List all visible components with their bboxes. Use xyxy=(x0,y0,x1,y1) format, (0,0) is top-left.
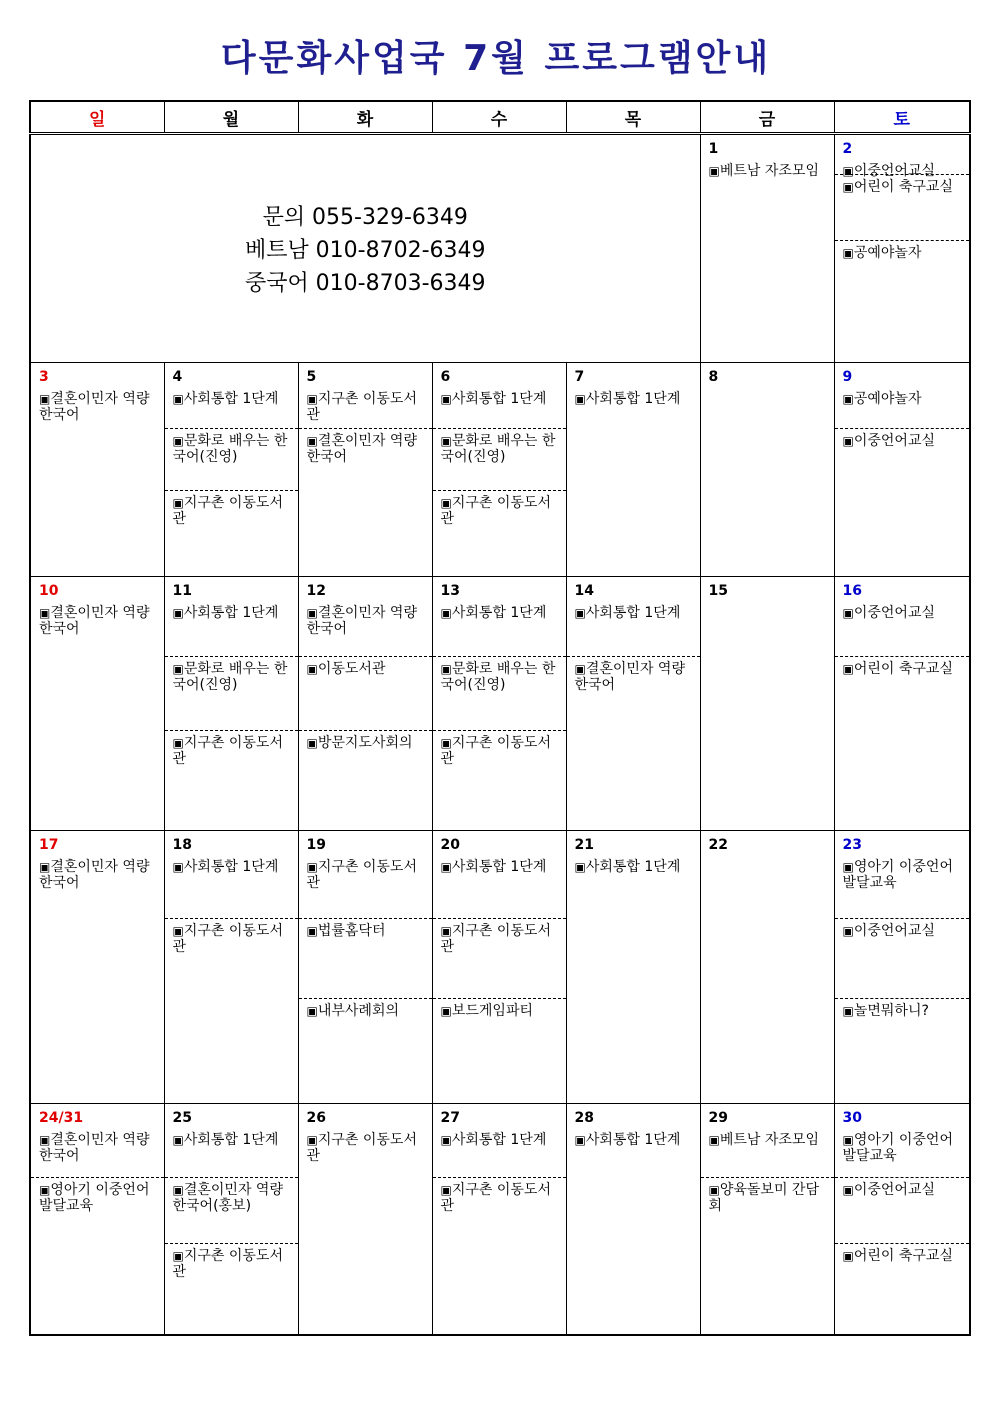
week-row xyxy=(30,1104,970,1335)
event-label: 지구촌 이동도서관 xyxy=(172,1248,283,1280)
bullet-icon: ▣ xyxy=(440,736,452,750)
bullet-icon: ▣ xyxy=(842,392,854,406)
event-label: 사회통합 1단계 xyxy=(183,605,279,621)
event-item xyxy=(433,1128,566,1178)
day-number: 11 xyxy=(172,583,192,599)
event-item xyxy=(835,387,970,429)
day-number: 15 xyxy=(708,583,728,599)
day-cell xyxy=(834,577,970,831)
event-item xyxy=(835,601,970,657)
bullet-icon: ▣ xyxy=(306,606,318,620)
bullet-icon: ▣ xyxy=(306,392,318,406)
day-number: 19 xyxy=(306,837,326,853)
event-item xyxy=(299,429,432,469)
contact-line: 베트남 010-8702-6349 xyxy=(244,238,486,263)
day-number: 7 xyxy=(574,369,585,385)
event-item xyxy=(835,1244,970,1268)
bullet-icon: ▣ xyxy=(172,1183,184,1197)
page-title: 다문화사업국 7월 프로그램안내 xyxy=(220,38,772,79)
event-item xyxy=(567,601,700,657)
bullet-icon: ▣ xyxy=(306,1004,318,1018)
event-item xyxy=(165,731,298,771)
event-label: 지구촌 이동도서관 xyxy=(306,1132,417,1164)
event-item xyxy=(165,919,298,959)
bullet-icon: ▣ xyxy=(842,434,854,448)
day-cell xyxy=(432,1104,566,1335)
day-number: 17 xyxy=(39,837,59,853)
event-label: 지구촌 이동도서관 xyxy=(440,923,551,955)
bullet-icon: ▣ xyxy=(440,860,452,874)
day-cell xyxy=(432,831,566,1104)
event-label: 법률홈닥터 xyxy=(317,923,386,939)
bullet-icon: ▣ xyxy=(440,662,452,676)
bullet-icon: ▣ xyxy=(440,434,452,448)
day-cell xyxy=(30,363,164,577)
event-label: 영아기 이중언어발달교육 xyxy=(842,859,953,891)
day-cell xyxy=(566,1104,700,1335)
event-item xyxy=(835,657,970,681)
day-cell xyxy=(164,363,298,577)
bullet-icon: ▣ xyxy=(440,1183,452,1197)
event-item xyxy=(433,491,566,531)
day-cell xyxy=(30,577,164,831)
day-number: 9 xyxy=(842,369,853,385)
event-item xyxy=(433,429,566,491)
event-item xyxy=(433,387,566,429)
bullet-icon: ▣ xyxy=(172,1133,184,1147)
day-cell xyxy=(566,363,700,577)
bullet-icon: ▣ xyxy=(440,606,452,620)
bullet-icon: ▣ xyxy=(172,496,184,510)
event-label: 결혼이민자 역량한국어 xyxy=(39,859,150,891)
day-cell xyxy=(298,831,432,1104)
event-label: 베트남 자조모임 xyxy=(719,163,819,179)
event-item xyxy=(299,731,432,755)
event-label: 영아기 이중언어발달교육 xyxy=(842,1132,953,1164)
day-number: 29 xyxy=(708,1110,728,1126)
weekday-wed: 수 xyxy=(432,101,566,134)
event-label: 사회통합 1단계 xyxy=(451,1132,547,1148)
event-item xyxy=(701,159,834,183)
weekday-fri: 금 xyxy=(700,101,834,134)
bullet-icon: ▣ xyxy=(842,1133,854,1147)
contact-line: 문의 055-329-6349 xyxy=(262,205,468,230)
event-item xyxy=(165,657,298,731)
event-label: 문화로 배우는 한국어(진영) xyxy=(440,433,556,465)
event-item xyxy=(567,657,700,697)
day-number: 21 xyxy=(574,837,594,853)
event-label: 보드게임파티 xyxy=(451,1003,533,1019)
bullet-icon: ▣ xyxy=(708,164,720,178)
day-cell xyxy=(700,363,834,577)
event-label: 어린이 축구교실 xyxy=(853,661,953,677)
day-cell xyxy=(700,831,834,1104)
event-label: 이중언어교실 xyxy=(853,605,935,621)
event-label: 사회통합 1단계 xyxy=(585,605,681,621)
event-label: 지구촌 이동도서관 xyxy=(172,495,283,527)
event-item xyxy=(31,387,164,427)
bullet-icon: ▣ xyxy=(708,1133,720,1147)
event-label: 사회통합 1단계 xyxy=(183,859,279,875)
bullet-icon: ▣ xyxy=(842,924,854,938)
week-row xyxy=(30,134,970,363)
week-row xyxy=(30,577,970,831)
bullet-icon: ▣ xyxy=(440,1133,452,1147)
event-item xyxy=(165,491,298,531)
day-number: 6 xyxy=(440,369,451,385)
event-item xyxy=(567,387,700,411)
event-item xyxy=(835,429,970,453)
event-item xyxy=(433,919,566,999)
event-item xyxy=(299,657,432,731)
event-label: 사회통합 1단계 xyxy=(183,391,279,407)
bullet-icon: ▣ xyxy=(708,1183,720,1197)
day-cell xyxy=(432,577,566,831)
day-number: 25 xyxy=(172,1110,192,1126)
event-label: 결혼이민자 역량한국어 xyxy=(39,391,150,423)
event-label: 지구촌 이동도서관 xyxy=(440,735,551,767)
event-item xyxy=(165,1178,298,1244)
event-item xyxy=(165,429,298,491)
event-label: 내부사례회의 xyxy=(317,1003,399,1019)
event-item xyxy=(835,1178,970,1244)
bullet-icon: ▣ xyxy=(39,1133,51,1147)
calendar xyxy=(29,100,971,1336)
day-number: 26 xyxy=(306,1110,326,1126)
event-item xyxy=(299,999,432,1023)
event-label: 문화로 배우는 한국어(진영) xyxy=(172,661,288,693)
day-cell xyxy=(164,831,298,1104)
event-item xyxy=(165,601,298,657)
event-item xyxy=(31,855,164,895)
event-item xyxy=(165,1128,298,1178)
event-label: 이동도서관 xyxy=(317,661,386,677)
event-item xyxy=(433,999,566,1023)
day-cell xyxy=(700,577,834,831)
bullet-icon: ▣ xyxy=(172,860,184,874)
bullet-icon: ▣ xyxy=(306,662,318,676)
weekday-sat: 토 xyxy=(834,101,970,134)
event-label: 지구촌 이동도서관 xyxy=(172,923,283,955)
day-cell xyxy=(566,577,700,831)
event-label: 이중언어교실 xyxy=(853,923,935,939)
bullet-icon: ▣ xyxy=(172,924,184,938)
day-cell xyxy=(834,134,970,363)
event-label: 지구촌 이동도서관 xyxy=(306,859,417,891)
event-label: 문화로 배우는 한국어(진영) xyxy=(440,661,556,693)
event-label: 사회통합 1단계 xyxy=(585,859,681,875)
event-item xyxy=(835,1128,970,1178)
day-number: 8 xyxy=(708,369,719,385)
bullet-icon: ▣ xyxy=(306,924,318,938)
event-label: 결혼이민자 역량한국어 xyxy=(574,661,685,693)
event-item xyxy=(433,601,566,657)
bullet-icon: ▣ xyxy=(306,434,318,448)
day-number: 1 xyxy=(708,141,719,157)
event-item xyxy=(433,731,566,771)
event-label: 지구촌 이동도서관 xyxy=(440,495,551,527)
day-cell xyxy=(164,577,298,831)
day-number: 5 xyxy=(306,369,317,385)
event-label: 지구촌 이동도서관 xyxy=(172,735,283,767)
day-cell xyxy=(298,577,432,831)
day-number: 28 xyxy=(574,1110,594,1126)
day-cell xyxy=(834,1104,970,1335)
event-label: 이중언어교실 xyxy=(853,1182,935,1198)
bullet-icon: ▣ xyxy=(574,1133,586,1147)
event-item xyxy=(31,601,164,641)
event-label: 결혼이민자 역량한국어 xyxy=(306,433,417,465)
day-number: 13 xyxy=(440,583,460,599)
event-label: 사회통합 1단계 xyxy=(451,859,547,875)
bullet-icon: ▣ xyxy=(842,1004,854,1018)
bullet-icon: ▣ xyxy=(842,662,854,676)
day-number: 10 xyxy=(39,583,59,599)
event-label: 결혼이민자 역량한국어(홍보) xyxy=(172,1182,283,1214)
event-label: 양육돌보미 간담회 xyxy=(708,1182,819,1214)
event-label: 어린이 축구교실 xyxy=(853,1248,953,1264)
event-item xyxy=(835,999,970,1023)
bullet-icon: ▣ xyxy=(574,392,586,406)
day-number: 30 xyxy=(842,1110,862,1126)
event-item xyxy=(299,1128,432,1168)
event-item xyxy=(433,855,566,919)
event-item xyxy=(31,1128,164,1178)
weekday-tue: 화 xyxy=(298,101,432,134)
bullet-icon: ▣ xyxy=(842,860,854,874)
event-label: 결혼이민자 역량한국어 xyxy=(306,605,417,637)
event-item xyxy=(165,387,298,429)
bullet-icon: ▣ xyxy=(306,1133,318,1147)
event-item xyxy=(835,175,970,241)
day-number: 23 xyxy=(842,837,862,853)
event-label: 문화로 배우는 한국어(진영) xyxy=(172,433,288,465)
event-label: 영아기 이중언어발달교육 xyxy=(39,1182,150,1214)
day-number: 14 xyxy=(574,583,594,599)
event-label: 베트남 자조모임 xyxy=(719,1132,819,1148)
day-number: 24/31 xyxy=(39,1110,84,1126)
day-number: 20 xyxy=(440,837,460,853)
bullet-icon: ▣ xyxy=(172,662,184,676)
event-item xyxy=(299,601,432,657)
week-row xyxy=(30,831,970,1104)
bullet-icon: ▣ xyxy=(39,1183,51,1197)
event-item xyxy=(835,855,970,919)
bullet-icon: ▣ xyxy=(440,924,452,938)
day-number: 18 xyxy=(172,837,192,853)
event-item xyxy=(299,855,432,919)
event-item xyxy=(165,1244,298,1284)
event-label: 지구촌 이동도서관 xyxy=(440,1182,551,1214)
event-label: 이중언어교실 xyxy=(853,163,935,179)
bullet-icon: ▣ xyxy=(574,860,586,874)
event-label: 사회통합 1단계 xyxy=(451,391,547,407)
event-item xyxy=(433,1178,566,1218)
bullet-icon: ▣ xyxy=(842,1183,854,1197)
bullet-icon: ▣ xyxy=(574,606,586,620)
event-item xyxy=(567,855,700,879)
weekday-thu: 목 xyxy=(566,101,700,134)
bullet-icon: ▣ xyxy=(39,392,51,406)
event-item xyxy=(701,1128,834,1178)
event-label: 방문지도사회의 xyxy=(317,735,413,751)
event-label: 사회통합 1단계 xyxy=(585,391,681,407)
event-item xyxy=(299,919,432,999)
bullet-icon: ▣ xyxy=(842,180,854,194)
day-cell xyxy=(432,363,566,577)
contact-line: 중국어 010-8703-6349 xyxy=(244,271,486,296)
event-label: 사회통합 1단계 xyxy=(585,1132,681,1148)
bullet-icon: ▣ xyxy=(172,1249,184,1263)
weekday-mon: 월 xyxy=(164,101,298,134)
event-label: 어린이 축구교실 xyxy=(853,179,953,195)
event-item xyxy=(165,855,298,919)
event-item xyxy=(31,1178,164,1218)
bullet-icon: ▣ xyxy=(172,434,184,448)
bullet-icon: ▣ xyxy=(39,606,51,620)
weekday-sun: 일 xyxy=(30,101,164,134)
day-cell xyxy=(298,1104,432,1335)
day-number: 22 xyxy=(708,837,728,853)
contact-info xyxy=(30,134,700,363)
event-label: 이중언어교실 xyxy=(853,433,935,449)
bullet-icon: ▣ xyxy=(574,662,586,676)
event-item xyxy=(433,657,566,731)
event-label: 공예야놀자 xyxy=(853,391,922,407)
event-item xyxy=(567,1128,700,1152)
day-number: 2 xyxy=(842,141,853,157)
event-label: 결혼이민자 역량한국어 xyxy=(39,605,150,637)
day-number: 12 xyxy=(306,583,326,599)
event-label: 지구촌 이동도서관 xyxy=(306,391,417,423)
bullet-icon: ▣ xyxy=(39,860,51,874)
bullet-icon: ▣ xyxy=(842,164,854,178)
event-label: 공예야놀자 xyxy=(853,245,922,261)
event-item xyxy=(835,919,970,999)
bullet-icon: ▣ xyxy=(306,860,318,874)
event-item xyxy=(835,159,970,179)
day-cell xyxy=(700,1104,834,1335)
day-number: 4 xyxy=(172,369,183,385)
day-cell xyxy=(566,831,700,1104)
day-cell xyxy=(834,363,970,577)
day-cell xyxy=(30,831,164,1104)
bullet-icon: ▣ xyxy=(172,392,184,406)
event-item xyxy=(299,387,432,429)
day-cell xyxy=(700,134,834,363)
bullet-icon: ▣ xyxy=(440,496,452,510)
day-cell xyxy=(834,831,970,1104)
day-number: 27 xyxy=(440,1110,460,1126)
day-number: 16 xyxy=(842,583,862,599)
day-cell xyxy=(164,1104,298,1335)
event-label: 사회통합 1단계 xyxy=(183,1132,279,1148)
bullet-icon: ▣ xyxy=(440,392,452,406)
event-label: 놀면뭐하니? xyxy=(853,1003,929,1019)
event-item xyxy=(701,1178,834,1218)
bullet-icon: ▣ xyxy=(842,606,854,620)
day-cell xyxy=(30,1104,164,1335)
week-row xyxy=(30,363,970,577)
event-item xyxy=(835,241,970,265)
weekday-header xyxy=(30,101,970,134)
bullet-icon: ▣ xyxy=(172,736,184,750)
bullet-icon: ▣ xyxy=(306,736,318,750)
event-label: 사회통합 1단계 xyxy=(451,605,547,621)
event-label: 결혼이민자 역량한국어 xyxy=(39,1132,150,1164)
bullet-icon: ▣ xyxy=(842,1249,854,1263)
bullet-icon: ▣ xyxy=(440,1004,452,1018)
day-cell xyxy=(298,363,432,577)
day-number: 3 xyxy=(39,369,49,385)
bullet-icon: ▣ xyxy=(842,246,854,260)
bullet-icon: ▣ xyxy=(172,606,184,620)
